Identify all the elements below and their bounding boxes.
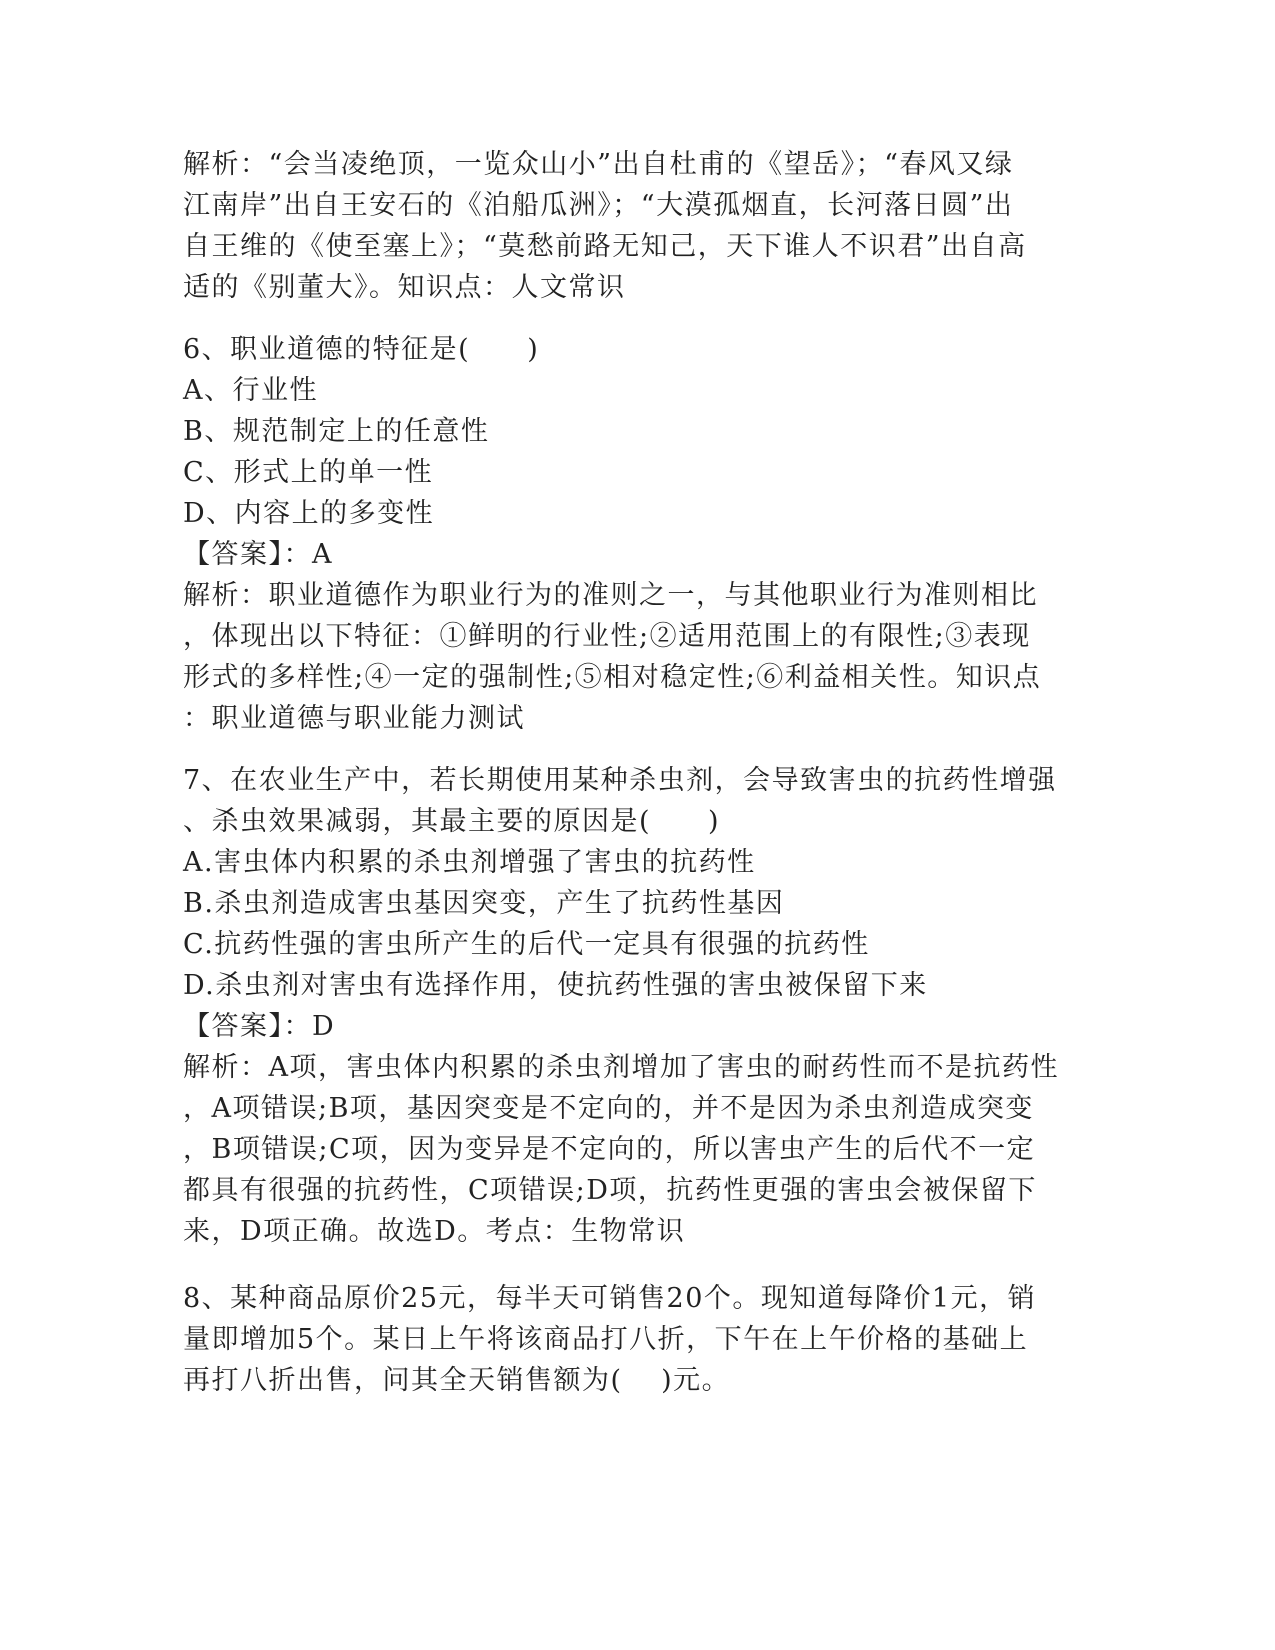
option-d: D、内容上的多变性 — [183, 498, 435, 529]
explanation-line: 江南岸”出自王安石的《泊船瓜洲》；“大漠孤烟直，长河落日圆”出 — [183, 190, 1014, 221]
option-c: C、形式上的单一性 — [183, 457, 434, 488]
explanation-line: ，B项错误;C项，因为变异是不定向的，所以害虫产生的后代不一定 — [183, 1134, 1036, 1165]
question-text: 8、某种商品原价25元，每半天可销售20个。现知道每降价1元，销 — [183, 1283, 1037, 1314]
explanation-line: ，体现出以下特征：①鲜明的行业性;②适用范围上的有限性;③表现 — [183, 621, 1031, 652]
explanation-line: ，A项错误;B项，基因突变是不定向的，并不是因为杀虫剂造成突变 — [183, 1093, 1034, 1124]
option-a: A、行业性 — [183, 375, 318, 406]
explanation-line: 解析：“会当凌绝顶，一览众山小”出自杜甫的《望岳》；“春风又绿 — [183, 149, 1014, 180]
answer: 【答案】：A — [183, 539, 333, 570]
explanation-line: ：职业道德与职业能力测试 — [183, 703, 525, 734]
option-c: C.抗药性强的害虫所产生的后代一定具有很强的抗药性 — [183, 929, 870, 960]
option-a: A.害虫体内积累的杀虫剂增强了害虫的抗药性 — [183, 847, 756, 878]
question-text: 再打八折出售，问其全天销售额为( )元。 — [183, 1365, 731, 1396]
explanation-line: 解析：职业道德作为职业行为的准则之一，与其他职业行为准则相比 — [183, 580, 1038, 611]
question-text: 6、职业道德的特征是( ) — [183, 334, 540, 365]
explanation-line: 解析：A项，害虫体内积累的杀虫剂增加了害虫的耐药性而不是抗药性 — [183, 1052, 1059, 1083]
explanation-line: 都具有很强的抗药性，C项错误;D项，抗药性更强的害虫会被保留下 — [183, 1175, 1037, 1206]
answer: 【答案】：D — [183, 1011, 336, 1042]
option-b: B、规范制定上的任意性 — [183, 416, 490, 447]
question-text: 7、在农业生产中，若长期使用某种杀虫剂，会导致害虫的抗药性增强 — [183, 765, 1057, 796]
explanation-line: 形式的多样性;④一定的强制性;⑤相对稳定性;⑥利益相关性。知识点 — [183, 662, 1042, 693]
explanation-line: 来，D项正确。故选D。考点：生物常识 — [183, 1216, 686, 1247]
option-d: D.杀虫剂对害虫有选择作用，使抗药性强的害虫被保留下来 — [183, 970, 928, 1001]
explanation-line: 自王维的《使至塞上》；“莫愁前路无知己，天下谁人不识君”出自高 — [183, 231, 1027, 262]
option-b: B.杀虫剂造成害虫基因突变，产生了抗药性基因 — [183, 888, 785, 919]
question-text: 、杀虫效果减弱，其最主要的原因是( ) — [183, 806, 721, 837]
question-text: 量即增加5个。某日上午将该商品打八折，下午在上午价格的基础上 — [183, 1324, 1029, 1355]
explanation-line: 适的《别董大》。知识点：人文常识 — [183, 272, 626, 303]
